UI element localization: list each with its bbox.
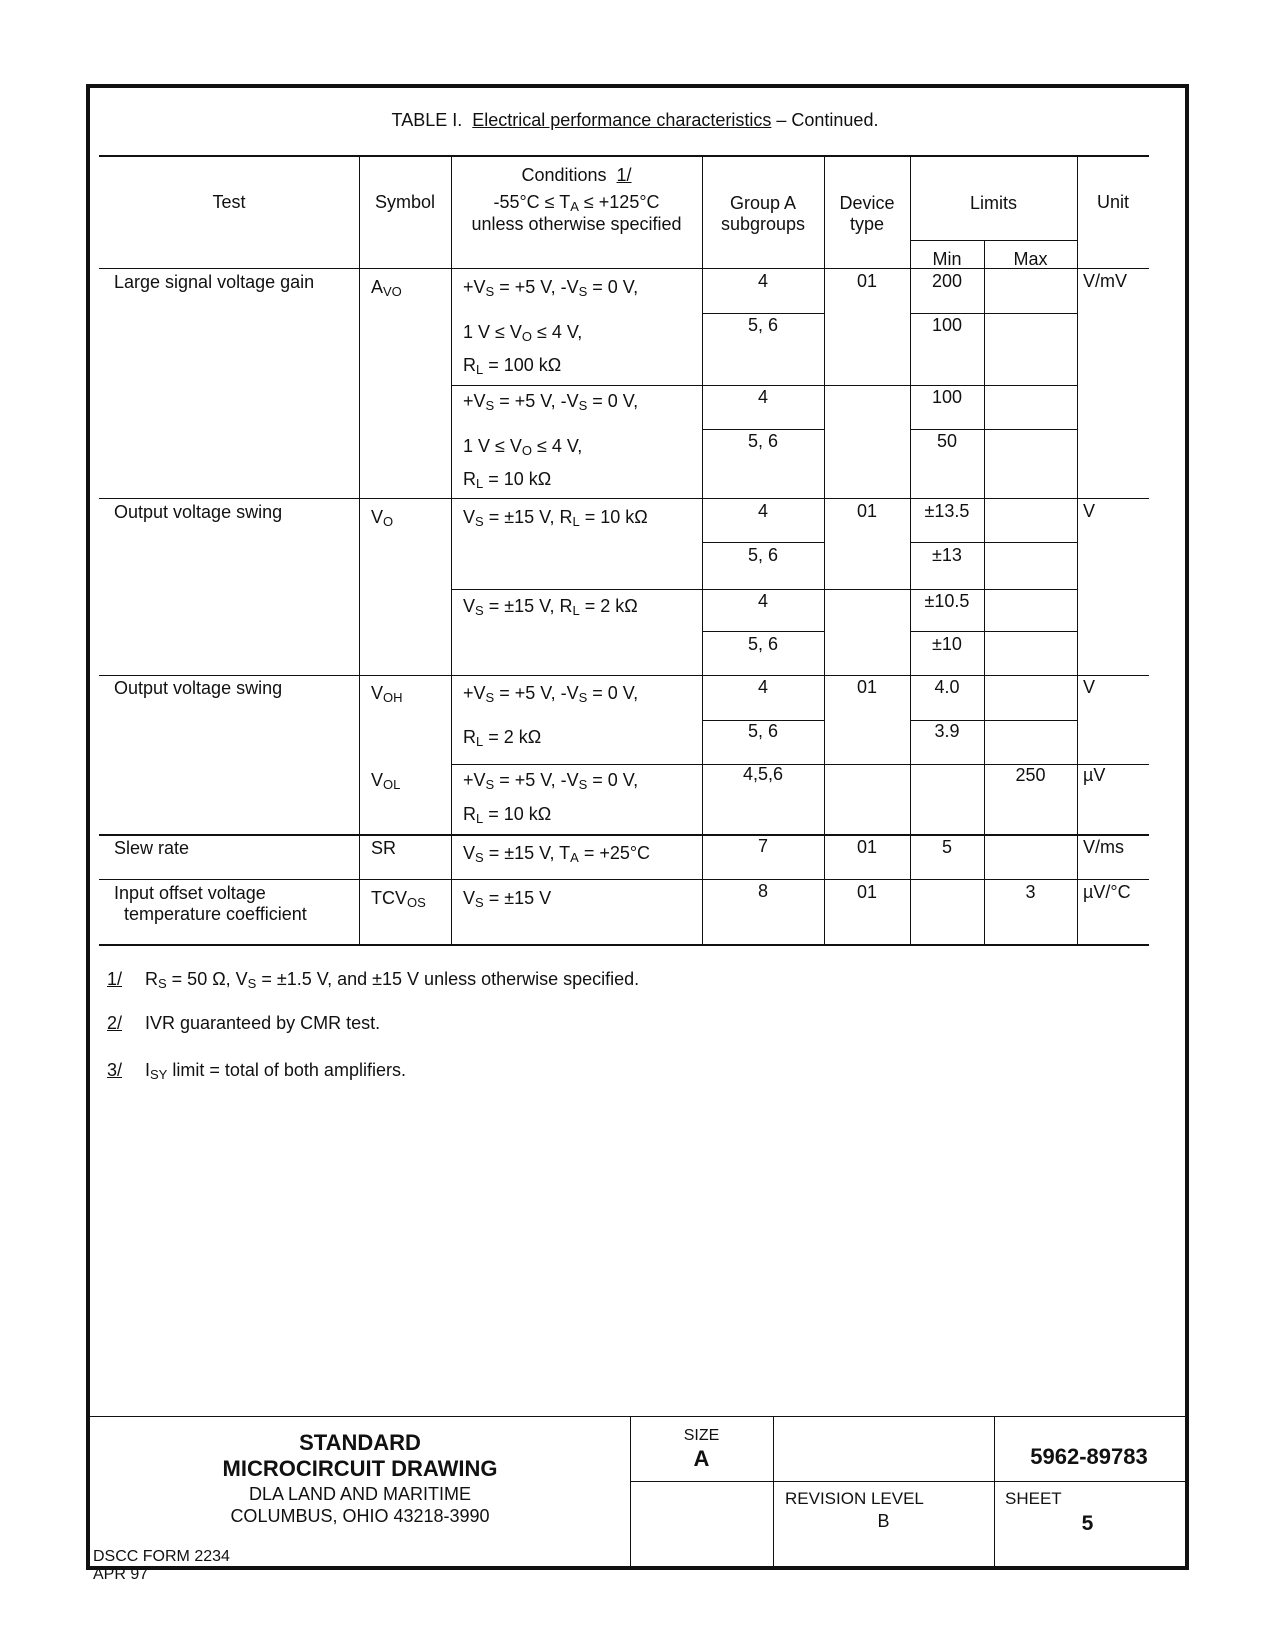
condition: $V_S = \pm 15$ V xyxy=(463,888,552,910)
limit-min: 100 xyxy=(931,387,963,407)
row-line xyxy=(702,631,824,632)
unit: V xyxy=(1083,501,1096,521)
condition: $R_L = 10$ kΩ xyxy=(463,804,552,826)
unit: µV/°C xyxy=(1083,882,1131,902)
limit-min: ±10 xyxy=(932,634,962,654)
unit: V/ms xyxy=(1083,837,1125,857)
limit-min: ±13.5 xyxy=(924,501,970,521)
limit-min: 4.0 xyxy=(934,677,960,697)
footer-top-line xyxy=(90,1416,1185,1417)
header-temp-range: $-55^\circ C \le T_A \le +125^\circ C$ xyxy=(493,192,660,214)
condition: 1 $V \le V_O \le 4$ V, xyxy=(463,322,583,344)
form-date: APR 97 xyxy=(93,1566,149,1583)
limit-min: 50 xyxy=(936,431,958,451)
row-line xyxy=(702,313,824,314)
row-line xyxy=(99,498,1149,499)
condition: $R_L = 100$ kΩ xyxy=(463,355,562,377)
col-line xyxy=(451,155,452,944)
condition: $+V_S = +5$ V, $-V_S = 0$ V, xyxy=(463,770,639,792)
note-ref: 2/ xyxy=(107,1013,123,1033)
limit-min: ±13 xyxy=(932,545,962,565)
form-number: DSCC FORM 2234 xyxy=(93,1548,230,1565)
row-line xyxy=(99,834,1149,836)
header-max: Max xyxy=(1013,249,1048,269)
subgroup: 5, 6 xyxy=(747,545,779,565)
header-group: Group A xyxy=(729,193,797,213)
condition: $+V_S = +5$ V, $-V_S = 0$ V, xyxy=(463,683,639,705)
subgroup: 4 xyxy=(757,501,768,521)
subgroup: 5, 6 xyxy=(747,721,779,741)
symbol: $V_O$ xyxy=(371,507,394,529)
limit-min: 100 xyxy=(931,315,963,335)
device-type: 01 xyxy=(856,882,878,902)
size-label: SIZE xyxy=(683,1427,720,1444)
footer-col-line xyxy=(994,1416,995,1566)
header-limits: Limits xyxy=(969,193,1017,213)
test-name: Large signal voltage gain xyxy=(114,272,315,292)
header-test: Test xyxy=(212,192,246,212)
limit-max: 250 xyxy=(1015,765,1046,785)
row-line xyxy=(910,542,1077,543)
row-line xyxy=(910,429,1077,430)
header-min: Min xyxy=(932,249,962,269)
col-line xyxy=(359,155,360,944)
footer-col-line xyxy=(773,1416,774,1566)
note-3: $I_{SY}$ limit = total of both amplifiers. xyxy=(145,1060,406,1082)
table-title: TABLE I. Electrical performance characteristics – Continued. xyxy=(391,110,879,130)
size-value: A xyxy=(693,1446,710,1471)
condition: $R_L = 2$ kΩ xyxy=(463,727,542,749)
test-name: Input offset voltage xyxy=(114,883,266,903)
agency-address: COLUMBUS, OHIO 43218-3990 xyxy=(230,1506,490,1526)
row-line xyxy=(702,429,824,430)
limit-min: 200 xyxy=(931,271,963,291)
table-top-line xyxy=(99,155,1149,157)
test-name: Output voltage swing xyxy=(114,678,283,698)
agency-name: DLA LAND AND MARITIME xyxy=(248,1484,472,1504)
header-conditions: Conditions 1/ xyxy=(521,165,632,185)
symbol: SR xyxy=(371,838,397,858)
condition: $V_S = \pm 15$ V, $T_A = +25^\circ C$ xyxy=(463,843,651,865)
subgroup: 5, 6 xyxy=(747,431,779,451)
device-type: 01 xyxy=(856,501,878,521)
header-unit: Unit xyxy=(1096,192,1129,212)
subgroup: 4 xyxy=(757,591,768,611)
symbol: $TCV_{OS}$ xyxy=(371,888,426,910)
condition: $R_L = 10$ kΩ xyxy=(463,469,552,491)
col-line xyxy=(984,240,985,944)
note-1: $R_S = 50$ Ω, $V_S = \pm 1.5$ V, and ±15 V unless otherwise specified. xyxy=(145,969,640,991)
subgroup: 8 xyxy=(757,881,768,901)
symbol: $V_{OH}$ xyxy=(371,683,403,705)
condition: $+V_S = +5$ V, $-V_S = 0$ V, xyxy=(463,391,639,413)
note-ref: 1/ xyxy=(107,969,123,989)
row-line xyxy=(910,313,1077,314)
header-symbol: Symbol xyxy=(374,192,436,212)
unit: µV xyxy=(1083,765,1106,785)
sheet-value: 5 xyxy=(1081,1512,1094,1535)
header-device-2: type xyxy=(849,214,885,234)
limit-min: 3.9 xyxy=(934,721,960,741)
unit: V/mV xyxy=(1083,271,1128,291)
subgroup: 7 xyxy=(757,836,768,856)
device-type: 01 xyxy=(856,271,878,291)
limit-min: ±10.5 xyxy=(924,591,970,611)
header-device: Device xyxy=(839,193,895,213)
footer-mid-line xyxy=(630,1481,1185,1482)
device-type: 01 xyxy=(856,677,878,697)
subgroup: 4 xyxy=(757,387,768,407)
table-bottom-line xyxy=(99,944,1149,946)
device-type: 01 xyxy=(856,837,878,857)
condition: $+V_S = +5$ V, $-V_S = 0$ V, xyxy=(463,277,639,299)
limits-divider xyxy=(910,240,1077,241)
revision-label: REVISION LEVEL xyxy=(785,1489,924,1508)
subgroup: 5, 6 xyxy=(747,315,779,335)
standard-subtitle: MICROCIRCUIT DRAWING xyxy=(222,1456,498,1481)
standard-title: STANDARD xyxy=(299,1430,421,1455)
row-line xyxy=(99,675,1149,676)
test-name: Slew rate xyxy=(114,838,190,858)
header-conditions-note: unless otherwise specified xyxy=(471,214,682,234)
note-2: IVR guaranteed by CMR test. xyxy=(145,1013,381,1033)
symbol: $V_{OL}$ xyxy=(371,770,401,792)
subgroup: 4 xyxy=(757,271,768,291)
test-name-2: temperature coefficient xyxy=(124,904,307,924)
condition: $V_S = \pm 15$ V, $R_L = 10$ kΩ xyxy=(463,507,648,529)
condition: $V_S = \pm 15$ V, $R_L = 2$ kΩ xyxy=(463,596,638,618)
row-line xyxy=(702,542,824,543)
row-line xyxy=(99,879,1149,880)
header-group-2: subgroups xyxy=(720,214,806,234)
subgroup: 5, 6 xyxy=(747,634,779,654)
drawing-number: 5962-89783 xyxy=(1030,1444,1148,1469)
revision-value: B xyxy=(877,1511,890,1531)
note-ref: 3/ xyxy=(107,1060,123,1080)
symbol: $A_{VO}$ xyxy=(371,277,402,299)
sheet-label: SHEET xyxy=(1005,1489,1062,1508)
subgroup: 4,5,6 xyxy=(742,764,784,784)
limit-max: 3 xyxy=(1025,882,1036,902)
condition: 1 $V \le V_O \le 4$ V, xyxy=(463,436,583,458)
page-frame xyxy=(86,84,1189,1570)
row-line xyxy=(910,631,1077,632)
col-line xyxy=(1077,155,1078,944)
test-name: Output voltage swing xyxy=(114,502,283,522)
subgroup: 4 xyxy=(757,677,768,697)
unit: V xyxy=(1083,677,1096,697)
limit-min: 5 xyxy=(941,837,952,857)
